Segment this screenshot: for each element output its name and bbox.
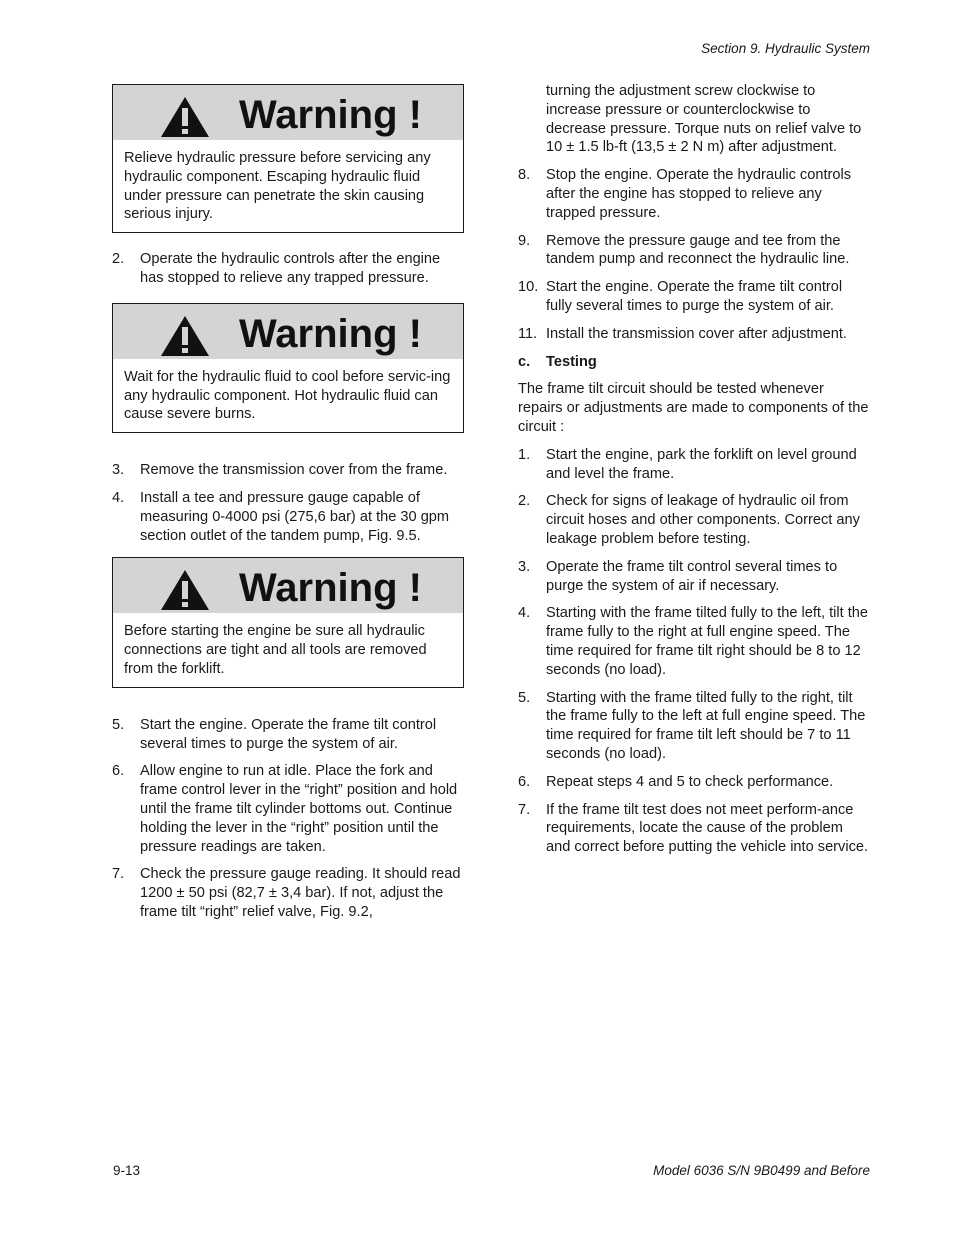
step-text: Remove the transmission cover from the frame.	[140, 462, 448, 479]
step-number: 5.	[112, 716, 125, 733]
warning-header	[113, 558, 463, 613]
step-text: Check for signs of leakage of hydraulic oil from circuit hoses and other components. Correct any leakage problem before testing.	[546, 493, 860, 547]
warning-triangle-icon	[159, 314, 211, 358]
step-number: 3.	[518, 558, 531, 575]
step-text: Start the engine. Operate the frame tilt control several times to purge the system of air.	[140, 716, 437, 752]
warning-header	[113, 85, 463, 140]
step-number: 5.	[518, 689, 531, 706]
step-number: 6.	[112, 763, 125, 780]
step-continuation-text: turning the adjustment screw clockwise to increase pressure or counterclockwise to decrease pressure. Torque nuts on relief valve to 10 ± 1.5 lb-ft (13,5 ± 2 N m) after adjustment.	[546, 83, 862, 156]
step-item	[518, 278, 870, 316]
step-number: 6.	[518, 773, 531, 790]
testing-intro: The frame tilt circuit should be tested whenever repairs or adjustments are made to components of the circuit :	[518, 381, 869, 435]
warning-header	[113, 304, 463, 359]
warning-box-connections	[112, 557, 464, 687]
step-item	[518, 325, 870, 344]
step-item	[112, 716, 464, 754]
step-item	[112, 489, 464, 545]
step-number: 9.	[518, 232, 531, 249]
step-item	[518, 232, 870, 270]
warning-box-heat	[112, 303, 464, 433]
step-text: Stop the engine. Operate the hydraulic controls after the engine has stopped to relieve any trapped pressure.	[546, 167, 852, 221]
warning-title: Warning !	[239, 311, 422, 356]
step-item	[518, 801, 870, 857]
step-text: Install a tee and pressure gauge capable of measuring 0-4000 psi (275,6 bar) at the 30 gpm section outlet of the tandem pump, Fig. 9.5.	[140, 489, 450, 544]
step-number: 2.	[518, 493, 531, 510]
warning-text: Relieve hydraulic pressure before servicing any hydraulic component. Escaping hydraulic fluid under pressure can penetrate the skin causing serious injury.	[124, 150, 431, 223]
step-number: 1.	[518, 446, 531, 463]
right-column	[518, 82, 870, 866]
warning-title: Warning !	[239, 566, 422, 611]
step-number: 7.	[112, 866, 125, 883]
page-header: Section 9. Hydraulic System	[701, 41, 870, 56]
step-text: Operate the frame tilt control several times to purge the system of air if necessary.	[546, 558, 838, 594]
step-text: Allow engine to run at idle. Place the fork and frame control lever in the “right” position and hold until the frame tilt cylinder bottoms out. Continue holding the lever in the “right” position until the pressure readings are taken.	[140, 763, 458, 855]
step-number: 4.	[112, 489, 125, 506]
warning-text: Wait for the hydraulic fluid to cool before servic-ing any hydraulic component. Hot hydraulic fluid can cause severe burns.	[124, 368, 451, 423]
left-column	[112, 84, 464, 931]
warning-box-pressure	[112, 84, 464, 233]
step-text: Remove the pressure gauge and tee from the tandem pump and reconnect the hydraulic line.	[546, 232, 850, 268]
step-number: 11.	[518, 325, 538, 342]
step-item	[518, 689, 870, 764]
model-footer: Model 6036 S/N 9B0499 and Before	[653, 1163, 870, 1178]
section-heading-testing	[518, 353, 870, 372]
warning-triangle-icon	[159, 95, 211, 139]
step-item	[112, 461, 464, 480]
step-text: Start the engine. Operate the frame tilt control fully several times to purge the system of air.	[546, 279, 843, 314]
step-item	[518, 446, 870, 484]
step-item	[112, 250, 464, 288]
step-number: 8.	[518, 167, 531, 184]
step-text: Operate the hydraulic controls after the engine has stopped to relieve any trapped pressure.	[140, 251, 441, 286]
warning-text: Before starting the engine be sure all hydraulic connections are tight and all tools are removed from the forklift.	[124, 623, 427, 677]
step-number: 4.	[518, 605, 531, 622]
step-item	[112, 865, 464, 921]
step-item	[518, 773, 870, 792]
step-item	[518, 492, 870, 548]
step-text: Check the pressure gauge reading. It should read 1200 ± 50 psi (82,7 ± 3,4 bar). If not, adjust the frame tilt “right” relief valve, Fig. 9.2,	[140, 866, 461, 920]
warning-title: Warning !	[239, 93, 422, 137]
warning-triangle-icon	[159, 568, 211, 612]
step-item	[518, 166, 870, 222]
step-text: Starting with the frame tilted fully to the left, tilt the frame fully to the right at full engine speed. The time required for frame tilt right should be 8 to 12 seconds (no load).	[546, 605, 869, 678]
section-letter: c.	[518, 353, 531, 370]
step-item	[112, 762, 464, 856]
step-text: Start the engine, park the forklift on level ground and level the frame.	[546, 446, 857, 482]
step-number: 7.	[518, 801, 531, 818]
step-number: 10.	[518, 279, 539, 296]
step-text: Starting with the frame tilted fully to the right, tilt the frame fully to the left at full engine speed. The time required for frame tilt left should be 7 to 11 seconds (no load).	[546, 689, 866, 762]
step-text: Repeat steps 4 and 5 to check performance.	[546, 773, 834, 790]
step-text: If the frame tilt test does not meet perform-ance requirements, locate the cause of the problem and correct before putting the vehicle into service.	[546, 801, 869, 856]
section-title: Testing	[546, 353, 597, 370]
step-number: 3.	[112, 462, 125, 479]
step-item	[518, 604, 870, 679]
step-text: Install the transmission cover after adjustment.	[546, 325, 847, 342]
page-number: 9-13	[113, 1163, 141, 1178]
step-item	[518, 558, 870, 596]
step-number: 2.	[112, 251, 125, 268]
